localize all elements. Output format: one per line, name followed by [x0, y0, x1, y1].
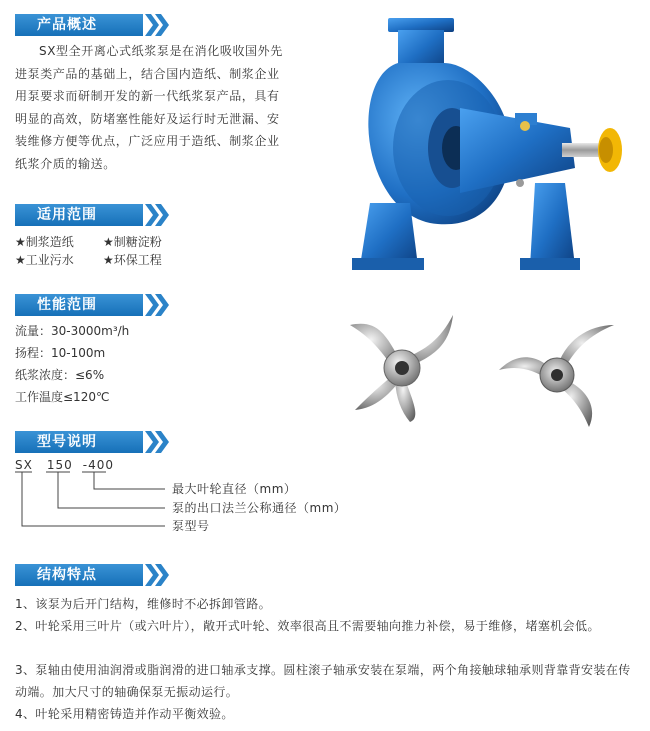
model-desc-outlet: 泵的出口法兰公称通径（mm） [172, 501, 347, 515]
section-title: 性能范围 [37, 297, 97, 313]
model-desc-impeller: 最大叶轮直径（mm） [172, 482, 297, 496]
section-title: 结构特点 [37, 567, 97, 583]
model-code-type: SX [15, 458, 33, 472]
application-item: ★制糖淀粉 [103, 235, 162, 249]
impeller-image [345, 310, 460, 425]
chevron-icon [155, 204, 169, 226]
chevron-icon [155, 431, 169, 453]
application-item: ★工业污水 [15, 253, 74, 267]
chevron-icon [155, 564, 169, 586]
chevron-icon [155, 14, 169, 36]
pump-image [340, 8, 650, 283]
section-title: 型号说明 [37, 434, 97, 450]
structure-item: 1、该泵为后开门结构，维修时不必拆卸管路。 [15, 597, 272, 611]
connector-line-type [22, 472, 165, 526]
impeller-image [494, 315, 620, 430]
performance-head: 扬程：10-100m [15, 346, 106, 360]
performance-list [15, 320, 129, 408]
section-title: 适用范围 [37, 207, 97, 223]
application-item: ★环保工程 [103, 253, 162, 267]
section-header-model [15, 431, 160, 453]
connector-line-outlet [58, 472, 165, 508]
structure-item: 2、叶轮采用三叶片（或六叶片），敞开式叶轮、效率很高且不需要轴向推力补偿，易于维修，堵塞机会低。 [15, 619, 600, 633]
section-header-overview [15, 14, 160, 36]
model-desc-type: 泵型号 [172, 519, 210, 533]
section-header-performance [15, 294, 160, 316]
section-title: 产品概述 [37, 17, 97, 33]
structure-item: 3、泵轴由使用油润滑或脂润滑的进口轴承支撑。圆柱滚子轴承安装在泵端，两个角接触球轴承则背靠背安装在传动端。加大尺寸的轴确保泵无振动运行。 [15, 663, 631, 699]
performance-consistency: 纸浆浓度：≤6% [15, 368, 105, 382]
application-item: ★制浆造纸 [15, 235, 74, 249]
connector-line-impeller [94, 472, 165, 489]
section-header-applications [15, 204, 160, 226]
performance-flow: 流量：30-3000m³/h [15, 324, 130, 338]
model-code [15, 457, 114, 473]
performance-temperature: 工作温度≤120℃ [15, 390, 110, 404]
section-header-structure [15, 564, 160, 586]
model-code-impeller: -400 [82, 458, 114, 472]
structure-item: 4、叶轮采用精密铸造并作动平衡效验。 [15, 707, 234, 721]
overview-paragraph: SX型全开离心式纸浆泵是在消化吸收国外先进泵类产品的基础上，结合国内造纸、制浆企业用泵要求而研制开发的新一代纸浆泵产品，具有明显的高效，防堵塞性能好及运行时无泄漏、安装维修方便等优点，广泛应用于造纸、制浆企业纸浆介质的输送。 [15, 44, 283, 171]
model-code-diameter: 150 [46, 458, 73, 472]
chevron-icon [155, 294, 169, 316]
